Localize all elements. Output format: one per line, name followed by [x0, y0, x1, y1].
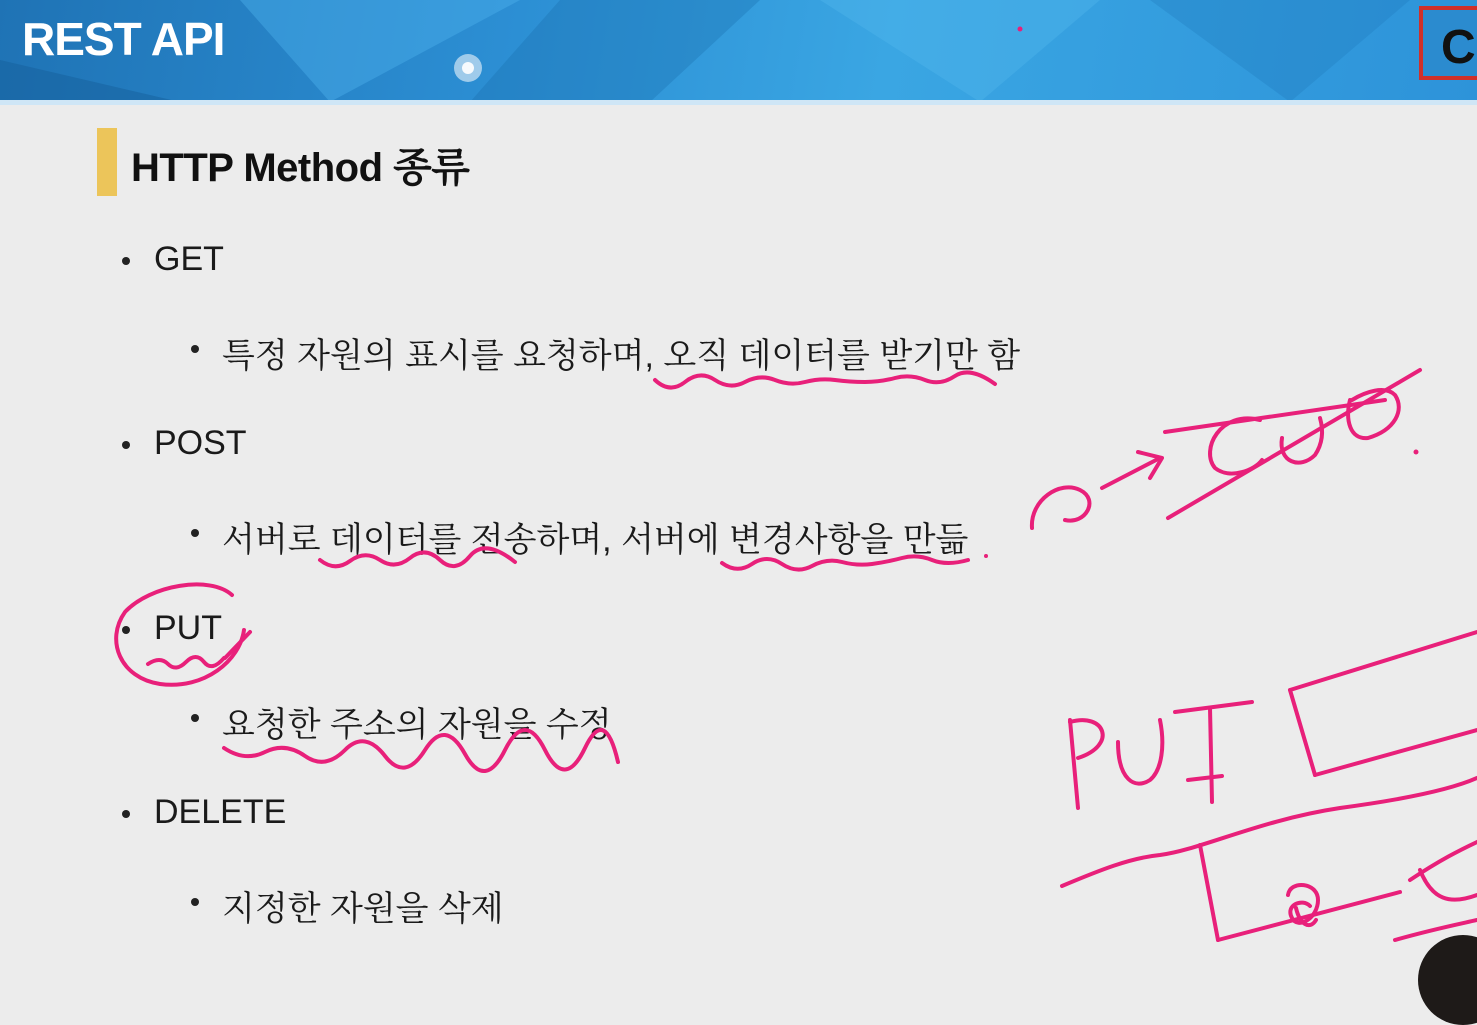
method-put-description: 요청한 주소의 자원을 수정: [222, 706, 612, 744]
method-put-label: PUT: [154, 609, 222, 647]
method-get-label: GET: [154, 240, 224, 278]
bullet-icon: [122, 810, 130, 818]
method-post-description: 서버로 데이터를 전송하며, 서버에 변경사항을 만듦: [222, 521, 969, 559]
header-title: REST API: [22, 13, 225, 65]
bullet-icon: [191, 529, 199, 537]
bullet-icon: [191, 898, 199, 906]
method-post-label: POST: [154, 424, 247, 462]
corner-badge: [1419, 6, 1477, 80]
bullet-icon: [122, 441, 130, 449]
method-delete-label: DELETE: [154, 793, 287, 831]
presenter-webcam: [1418, 935, 1477, 1025]
bullet-icon: [122, 257, 130, 265]
bullet-icon: [191, 714, 199, 722]
method-get-description: 특정 자원의 표시를 요청하며, 오직 데이터를 받기만 함: [222, 337, 1021, 375]
section-title: HTTP Method 종류: [131, 146, 470, 190]
section-title-accent-bar: [97, 128, 117, 196]
method-delete-description: 지정한 자원을 삭제: [222, 890, 504, 928]
header-divider: [0, 100, 1477, 105]
corner-badge-letter: C: [1441, 21, 1476, 74]
bullet-icon: [191, 345, 199, 353]
bullet-icon: [122, 626, 130, 634]
slide-header: [0, 0, 1477, 102]
